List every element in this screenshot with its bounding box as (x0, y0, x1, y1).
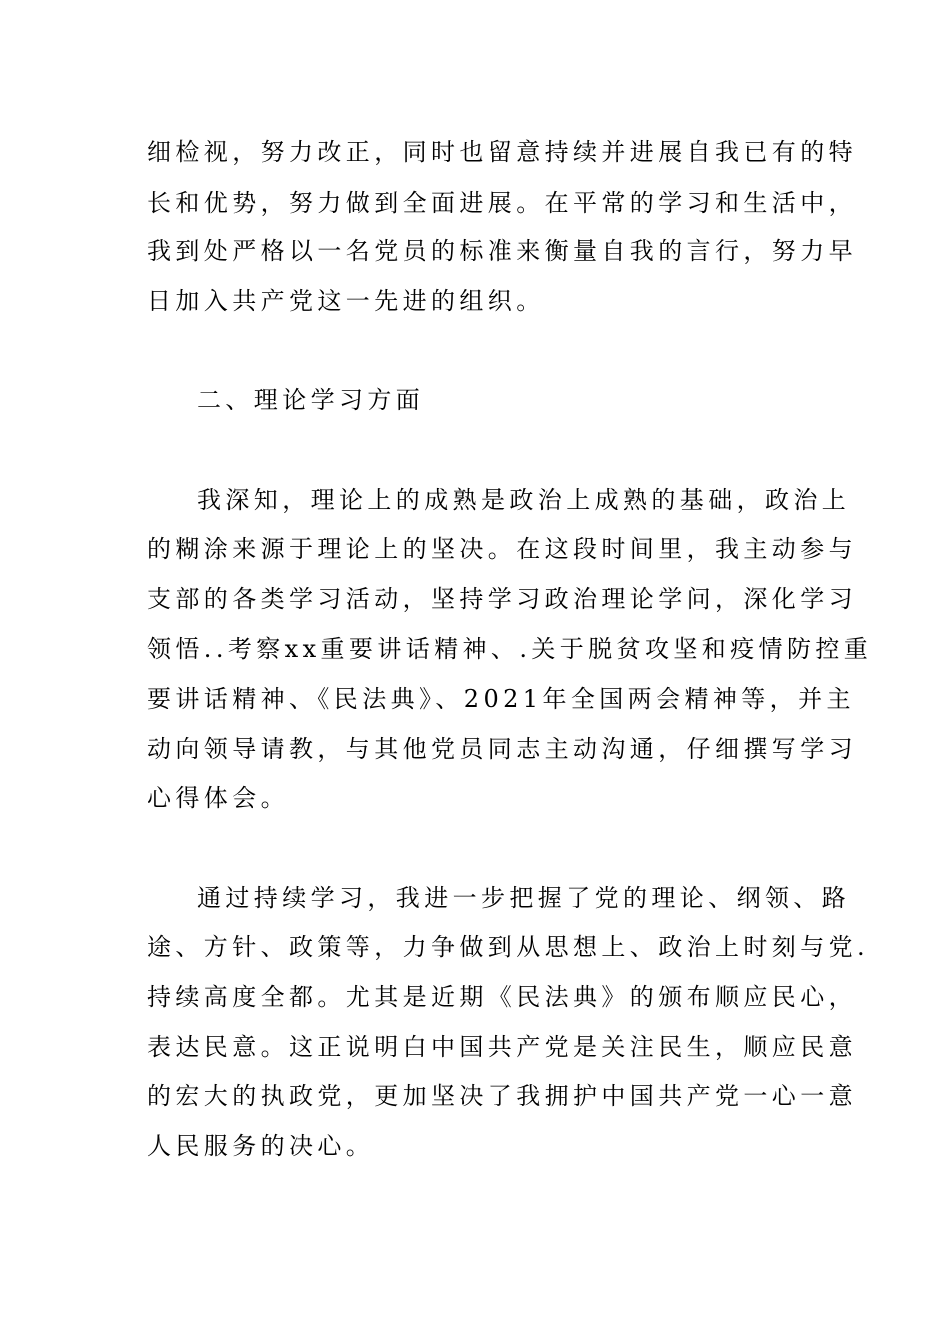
paragraph-line: 途、方针、政策等，力争做到从思想上、政治上时刻与党. (147, 933, 870, 961)
paragraph-line: 的糊涂来源于理论上的坚决。在这段时间里，我主动参与 (147, 535, 857, 563)
paragraph-line: 人民服务的决心。 (147, 1132, 375, 1160)
paragraph-line: 日加入共产党这一先进的组织。 (147, 287, 545, 315)
paragraph-line: 细检视，努力改正，同时也留意持续并进展自我已有的特 (147, 138, 857, 166)
paragraph-line: 动向领导请教，与其他党员同志主动沟通，仔细撰写学习 (147, 735, 857, 763)
paragraph-line: 心得体会。 (147, 784, 289, 812)
paragraph-line: 表达民意。这正说明白中国共产党是关注民生，顺应民意 (147, 1033, 857, 1061)
paragraph-line: 领悟..考察xx重要讲话精神、.关于脱贫攻坚和疫情防控重 (147, 635, 873, 663)
section-heading: 二、理论学习方面 (197, 386, 425, 414)
paragraph-line: 我到处严格以一名党员的标准来衡量自我的言行，努力早 (147, 237, 857, 265)
paragraph-line: 我深知，理论上的成熟是政治上成熟的基础，政治上 (197, 486, 851, 514)
paragraph-line: 长和优势，努力做到全面进展。在平常的学习和生活中， (147, 189, 857, 217)
paragraph-line: 通过持续学习，我进一步把握了党的理论、纲领、路 (197, 884, 851, 912)
paragraph-line: 的宏大的执政党，更加坚决了我拥护中国共产党一心一意 (147, 1082, 857, 1110)
paragraph-line: 支部的各类学习活动，坚持学习政治理论学问，深化学习 (147, 585, 857, 613)
paragraph-line: 持续高度全都。尤其是近期《民法典》的颁布顺应民心， (147, 983, 857, 1011)
paragraph-line: 要讲话精神、《民法典》、2021年全国两会精神等，并主 (147, 685, 855, 713)
